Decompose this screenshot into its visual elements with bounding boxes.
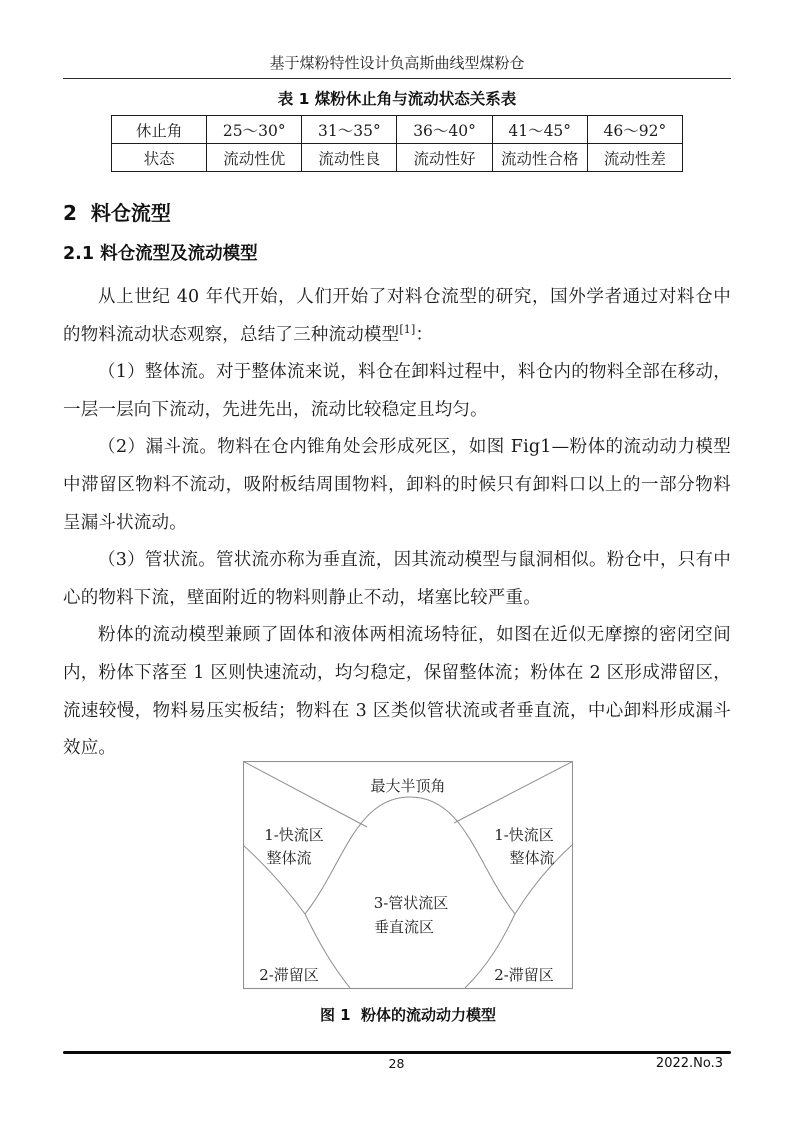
- header-divider: [63, 78, 731, 79]
- table-cell: 流动性良: [302, 144, 397, 172]
- table-row: [112, 116, 683, 144]
- table-cell: 25～30°: [207, 116, 302, 144]
- right-apex-line: [454, 762, 573, 824]
- footer-divider: [63, 1051, 731, 1054]
- table-cell: 46～92°: [587, 116, 682, 144]
- label-zone1-right-line2: 整体流: [509, 849, 555, 867]
- body-text-block: [63, 279, 731, 768]
- table-cell: 流动性差: [587, 144, 682, 172]
- table-cell: 流动性优: [207, 144, 302, 172]
- journal-issue: 2022.No.3: [655, 1056, 723, 1071]
- label-max-half-apex: 最大半顶角: [370, 777, 446, 795]
- running-header-title: 基于煤粉特性设计负高斯曲线型煤粉仓: [269, 54, 525, 72]
- label-zone2-left: 2-滞留区: [259, 966, 319, 984]
- section-heading-2-1: 2.1 料仓流型及流动模型: [63, 244, 258, 264]
- repose-angle-table: [111, 115, 683, 172]
- paragraph-pipe-flow: （3）管状流。管状流亦称为垂直流，因其流动模型与鼠洞相似。粉仓中，只有中心的物料下流，壁面附近的物料则静止不动，堵塞比较严重。: [63, 550, 731, 608]
- table-cell: 流动性合格: [492, 144, 587, 172]
- paragraph-funnel-flow: （2）漏斗流。物料在仓内锥角处会形成死区，如图 Fig1—粉体的流动动力模型中滞留区物料不流动，吸附板结周围物料，卸料的时候只有卸料口以上的一部分物料呈漏斗状流动。: [63, 437, 731, 533]
- table-cell: 31～35°: [302, 116, 397, 144]
- paragraph-intro: [63, 279, 731, 354]
- table-cell: 41～45°: [492, 116, 587, 144]
- page-number: 28: [388, 1056, 405, 1071]
- label-zone3-line2: 垂直流区: [373, 918, 435, 936]
- citation-ref-1: [1]: [399, 322, 416, 336]
- figure1-caption: 图 1 粉体的流动动力模型: [319, 1006, 497, 1024]
- label-zone1-right-line1: 1-快流区: [494, 826, 554, 844]
- diagram-border: [244, 762, 573, 989]
- label-zone3-line1: 3-管状流区: [373, 894, 449, 912]
- paragraph-intro-colon: ：: [415, 324, 434, 345]
- table-cell: 36～40°: [397, 116, 492, 144]
- row-header-cell: 休止角: [112, 116, 207, 144]
- flow-dynamics-diagram: [243, 761, 573, 990]
- row-header-cell: 状态: [112, 144, 207, 172]
- label-zone1-left-line2: 整体流: [266, 849, 312, 867]
- paragraph-mass-flow: （1）整体流。对于整体流来说，料仓在卸料过程中，料仓内的物料全部在移动，一层一层向下流动，先进先出，流动比较稳定且均匀。: [63, 362, 731, 420]
- left-apex-line: [244, 762, 368, 828]
- table-cell: 流动性好: [397, 144, 492, 172]
- label-zone1-left-line1: 1-快流区: [264, 826, 324, 844]
- section-heading-2: 2 料仓流型: [63, 201, 171, 225]
- figure1-diagram: [243, 761, 573, 990]
- paragraph-flow-model: 粉体的流动模型兼顾了固体和液体两相流场特征，如图在近似无摩擦的密闭空间内，粉体下落至 1 区则快速流动，均匀稳定，保留整体流；粉体在 2 区形成滞留区，流速较慢，物料易压实板结；物料在 3 区类似管状流或者垂直流，中心卸料形成漏斗效应。: [63, 625, 731, 759]
- table-row: [112, 144, 683, 172]
- label-zone2-right: 2-滞留区: [494, 966, 554, 984]
- table1-caption: 表 1 煤粉休止角与流动状态关系表: [277, 90, 517, 108]
- paragraph-intro-text: 从上世纪 40 年代开始，人们开始了对料仓流型的研究，国外学者通过对料仓中的物料流动状态观察，总结了三种流动模型: [63, 287, 731, 345]
